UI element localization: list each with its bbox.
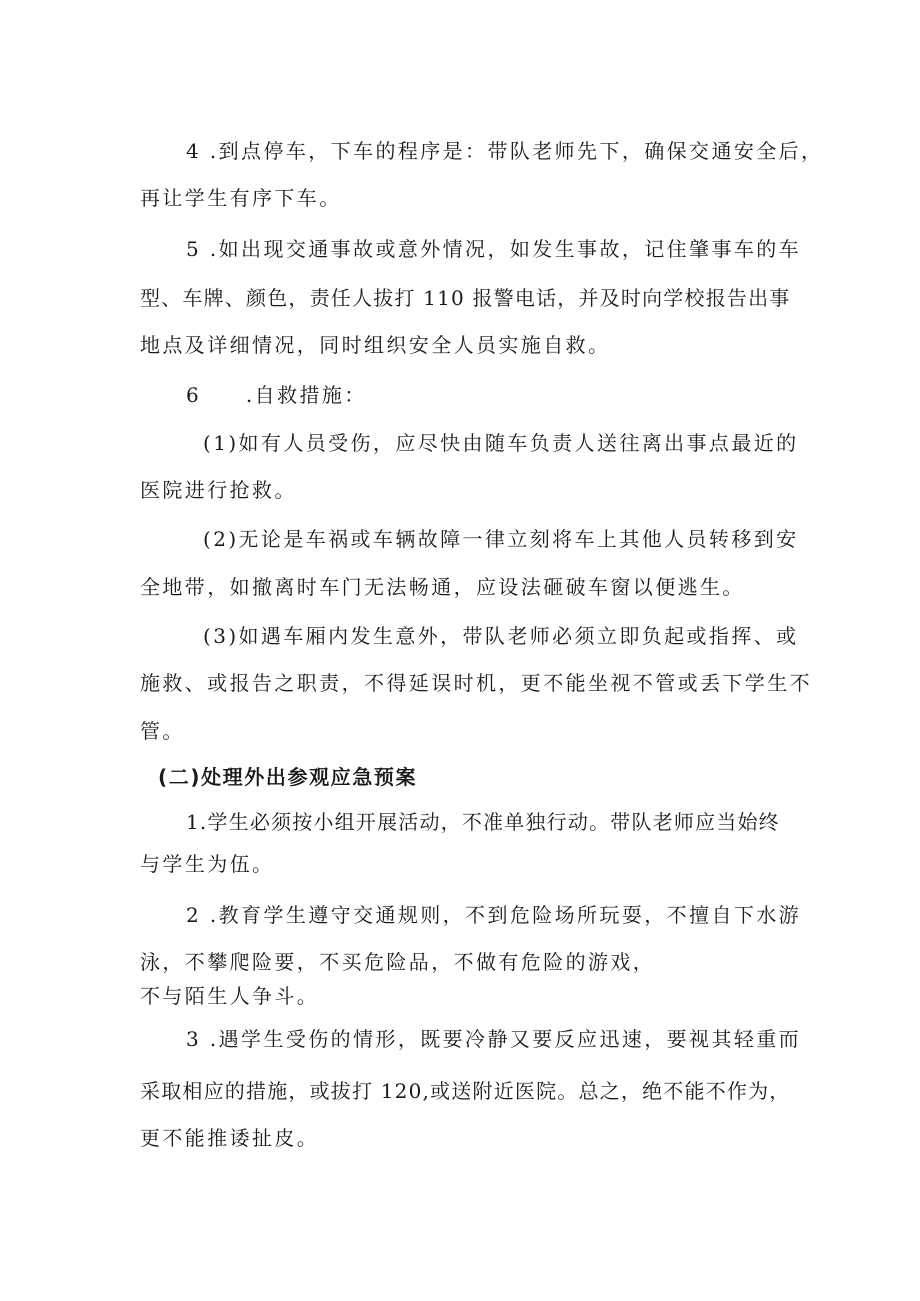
rule-1-line-1: 1.学生必须按小组开展活动，不准单独行动。带队老师应当始终 <box>186 810 780 834</box>
item-3-line-3: 管。 <box>140 719 185 743</box>
rule-2-line-2: 泳，不攀爬险要，不买危险品，不做有危险的游戏， <box>140 950 656 974</box>
item-2-line-2: 全地带，如撤离时车门无法畅通，应设法砸破车窗以便逃生。 <box>140 575 745 599</box>
item-2-line-1: (2)无论是车祸或车辆故障一律立刻将车上其他人员转移到安 <box>203 527 799 551</box>
rule-1-line-2: 与学生为伍。 <box>140 852 275 876</box>
paragraph-5-line-1: 5 .如出现交通事故或意外情况，如发生事故，记住肇事车的车 <box>186 237 802 261</box>
paragraph-5-line-3: 地点及详细情况，同时组织安全人员实施自救。 <box>140 333 611 357</box>
paragraph-4-line-2: 再让学生有序下车。 <box>140 186 342 210</box>
rule-3-line-3: 更不能推诿扯皮。 <box>140 1126 320 1150</box>
section-heading: (二)处理外出参观应急预案 <box>158 765 418 789</box>
item-3-line-1: (3)如遇车厢内发生意外，带队老师必须立即负起或指挥、或 <box>203 624 799 648</box>
rule-2-line-1: 2 .教育学生遵守交通规则，不到危险场所玩耍，不擅自下水游 <box>186 903 802 927</box>
paragraph-5-line-2: 型、车牌、颜色，责任人拔打 110 报警电话，并及时向学校报告出事 <box>140 286 791 310</box>
item-3-line-2: 施救、或报告之职责，不得延误时机，更不能坐视不管或丢下学生不 <box>140 671 812 695</box>
rule-2-line-3: 不与陌生人争斗。 <box>140 984 320 1008</box>
item-1-line-2: 医院进行抢救。 <box>140 478 297 502</box>
item-1-line-1: (1)如有人员受伤，应尽快由随车负责人送往离出事点最近的 <box>203 431 799 455</box>
paragraph-6-line-1: 6 .自救措施： <box>186 383 367 407</box>
paragraph-4-line-1: 4 .到点停车，下车的程序是：带队老师先下，确保交通安全后， <box>186 139 824 163</box>
rule-3-line-2: 采取相应的措施，或拔打 120,或送附近医院。总之，绝不能不作为， <box>140 1079 791 1103</box>
rule-3-line-1: 3 .遇学生受伤的情形，既要冷静又要反应迅速，要视其轻重而 <box>186 1027 802 1051</box>
